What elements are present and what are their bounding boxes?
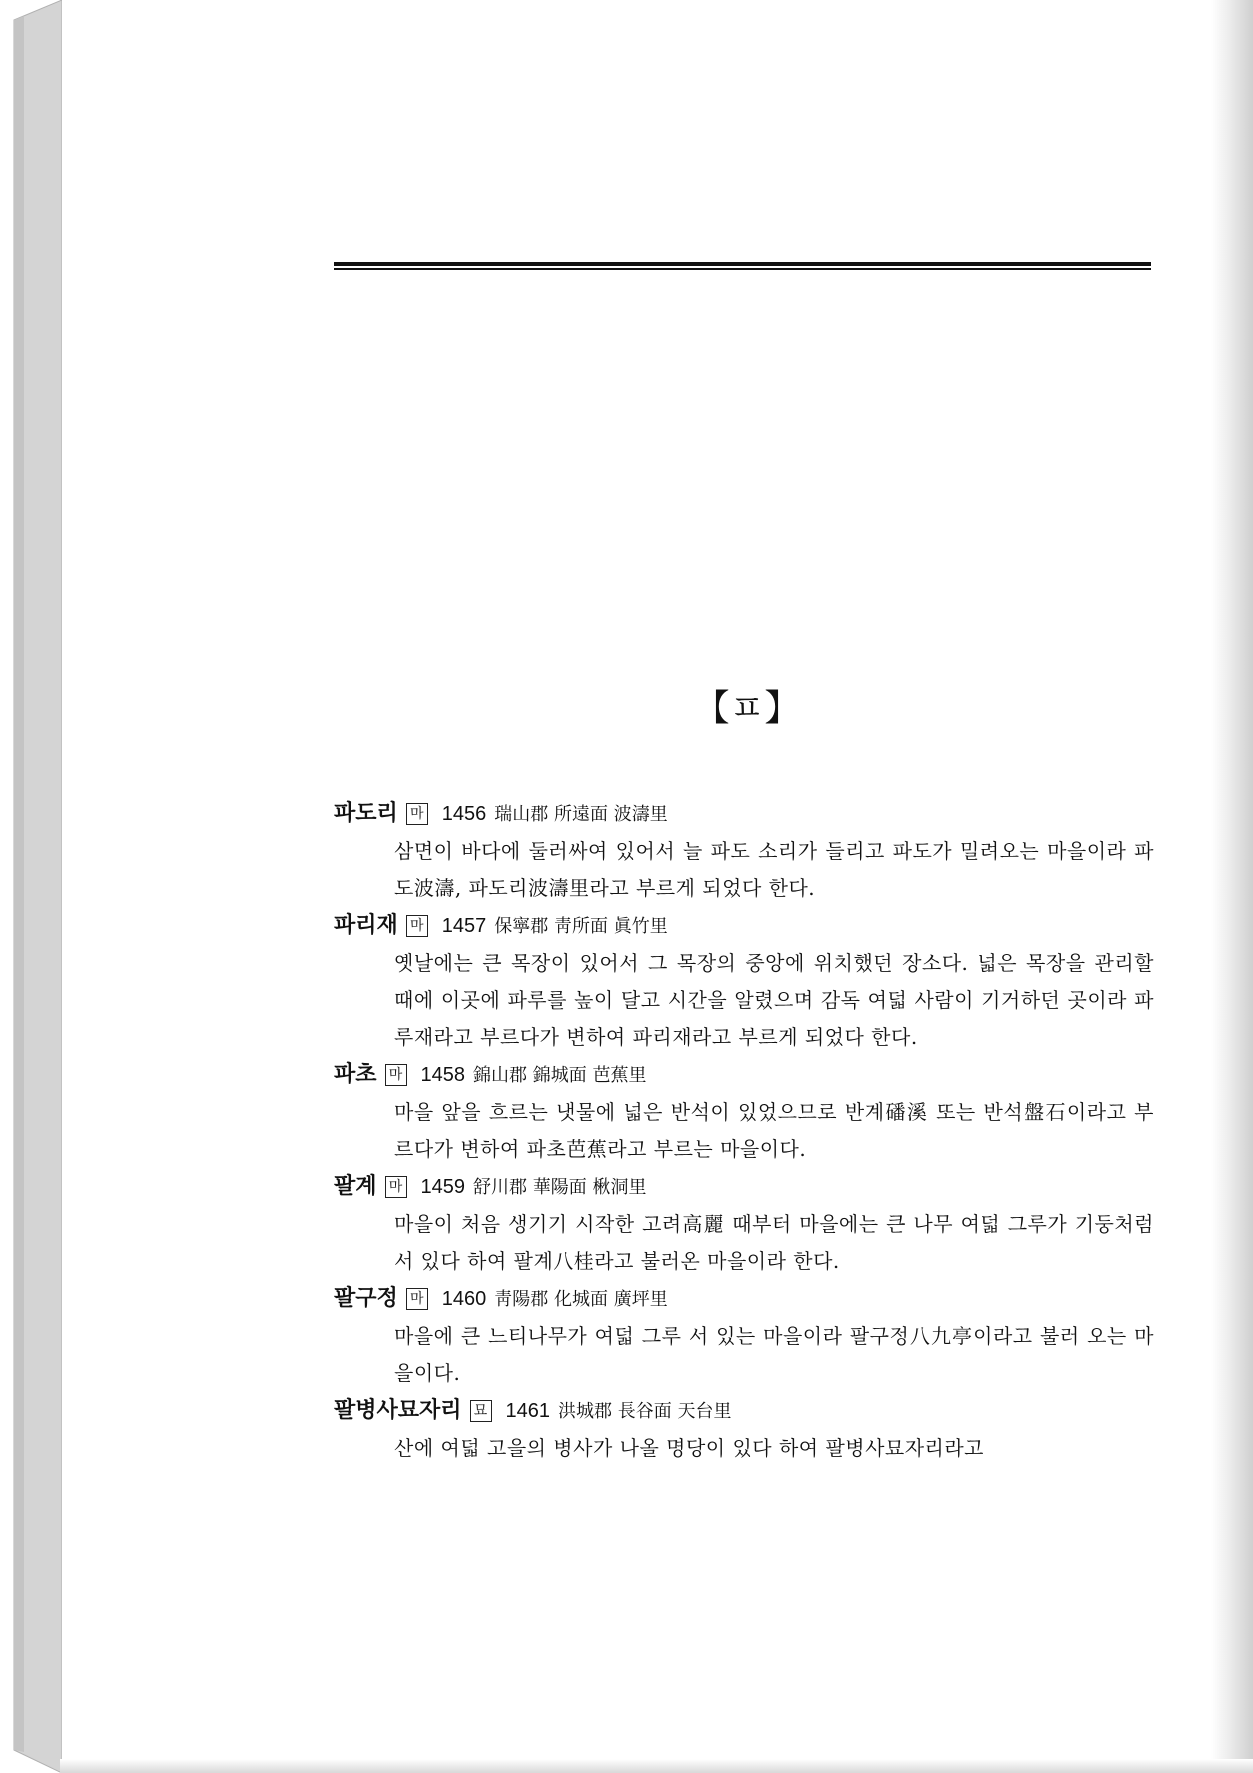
entry-tag: 마 bbox=[406, 1288, 428, 1310]
entry-number: 1457 bbox=[441, 915, 487, 937]
entry-heading bbox=[334, 795, 1154, 833]
page-shadow-right bbox=[1211, 0, 1253, 1773]
entry-tag: 마 bbox=[385, 1064, 407, 1086]
entry-location: 錦山郡 錦城面 芭蕉里 bbox=[473, 1065, 647, 1086]
entry-heading bbox=[334, 1168, 1154, 1206]
entry-number: 1459 bbox=[420, 1176, 466, 1198]
entry-tag: 마 bbox=[406, 803, 428, 825]
entry-name: 팔병사묘자리 bbox=[334, 1398, 462, 1423]
entry-text: 마을 앞을 흐르는 냇물에 넓은 반석이 있었으므로 반계磻溪 또는 반석盤石이라고 부르다가 변하여 파초芭蕉라고 부르는 마을이다. bbox=[394, 1100, 1154, 1161]
entry-location: 舒川郡 華陽面 楸洞里 bbox=[473, 1177, 647, 1198]
entry-name: 파초 bbox=[334, 1062, 377, 1087]
entry-number: 1456 bbox=[441, 803, 487, 825]
entry-heading bbox=[334, 1280, 1154, 1318]
entry-list bbox=[334, 795, 1154, 1467]
entry-tag: 마 bbox=[385, 1176, 407, 1198]
page-shadow-bottom bbox=[60, 1759, 1253, 1773]
entry bbox=[334, 907, 1154, 1056]
entry bbox=[334, 795, 1154, 907]
entry-text: 삼면이 바다에 둘러싸여 있어서 늘 파도 소리가 들리고 파도가 밀려오는 마을이라 파도波濤, 파도리波濤里라고 부르게 되었다 한다. bbox=[394, 839, 1154, 900]
entry-tag: 묘 bbox=[470, 1400, 492, 1422]
entry-location: 瑞山郡 所遠面 波濤里 bbox=[494, 804, 668, 825]
entry bbox=[334, 1280, 1154, 1392]
entry bbox=[334, 1168, 1154, 1280]
entry-name: 팔계 bbox=[334, 1174, 377, 1199]
entry-heading bbox=[334, 1056, 1154, 1094]
entry-name: 파리재 bbox=[334, 913, 398, 938]
entry-tag: 마 bbox=[406, 915, 428, 937]
header-rule-thick bbox=[334, 262, 1151, 266]
entry-text: 옛날에는 큰 목장이 있어서 그 목장의 중앙에 위치했던 장소다. 넓은 목장을 관리할 때에 이곳에 파루를 높이 달고 시간을 알렸으며 감독 여덟 사람이 기거하던 곳이라 파루재라고 부르다가 변하여 파리재라고 부르게 되었다 한다. bbox=[394, 951, 1154, 1049]
entry-text: 마을이 처음 생기기 시작한 고려高麗 때부터 마을에는 큰 나무 여덟 그루가 기둥처럼 서 있다 하여 팔계八桂라고 불러온 마을이라 한다. bbox=[394, 1212, 1154, 1273]
entry-number: 1460 bbox=[441, 1288, 487, 1310]
book-page bbox=[62, 0, 1212, 1762]
entry-location: 洪城郡 長谷面 天台里 bbox=[558, 1401, 732, 1422]
entry-number: 1458 bbox=[420, 1064, 466, 1086]
entry-name: 팔구정 bbox=[334, 1286, 398, 1311]
entry-location: 保寧郡 靑所面 眞竹里 bbox=[494, 916, 668, 937]
entry-text: 마을에 큰 느티나무가 여덟 그루 서 있는 마을이라 팔구정八九亭이라고 불러 오는 마을이다. bbox=[394, 1324, 1154, 1385]
entry-heading bbox=[334, 1392, 1154, 1430]
entry-text: 산에 여덟 고을의 병사가 나올 명당이 있다 하여 팔병사묘자리라고 bbox=[394, 1436, 984, 1460]
book-edge bbox=[0, 0, 62, 1773]
entry-name: 파도리 bbox=[334, 801, 398, 826]
entry bbox=[334, 1056, 1154, 1168]
entry-location: 靑陽郡 化城面 廣坪里 bbox=[494, 1289, 668, 1310]
entry-heading bbox=[334, 907, 1154, 945]
entry-number: 1461 bbox=[505, 1400, 551, 1422]
section-heading: 【ㅍ】 bbox=[693, 688, 801, 729]
header-rule-thin bbox=[334, 268, 1151, 270]
entry bbox=[334, 1392, 1154, 1467]
